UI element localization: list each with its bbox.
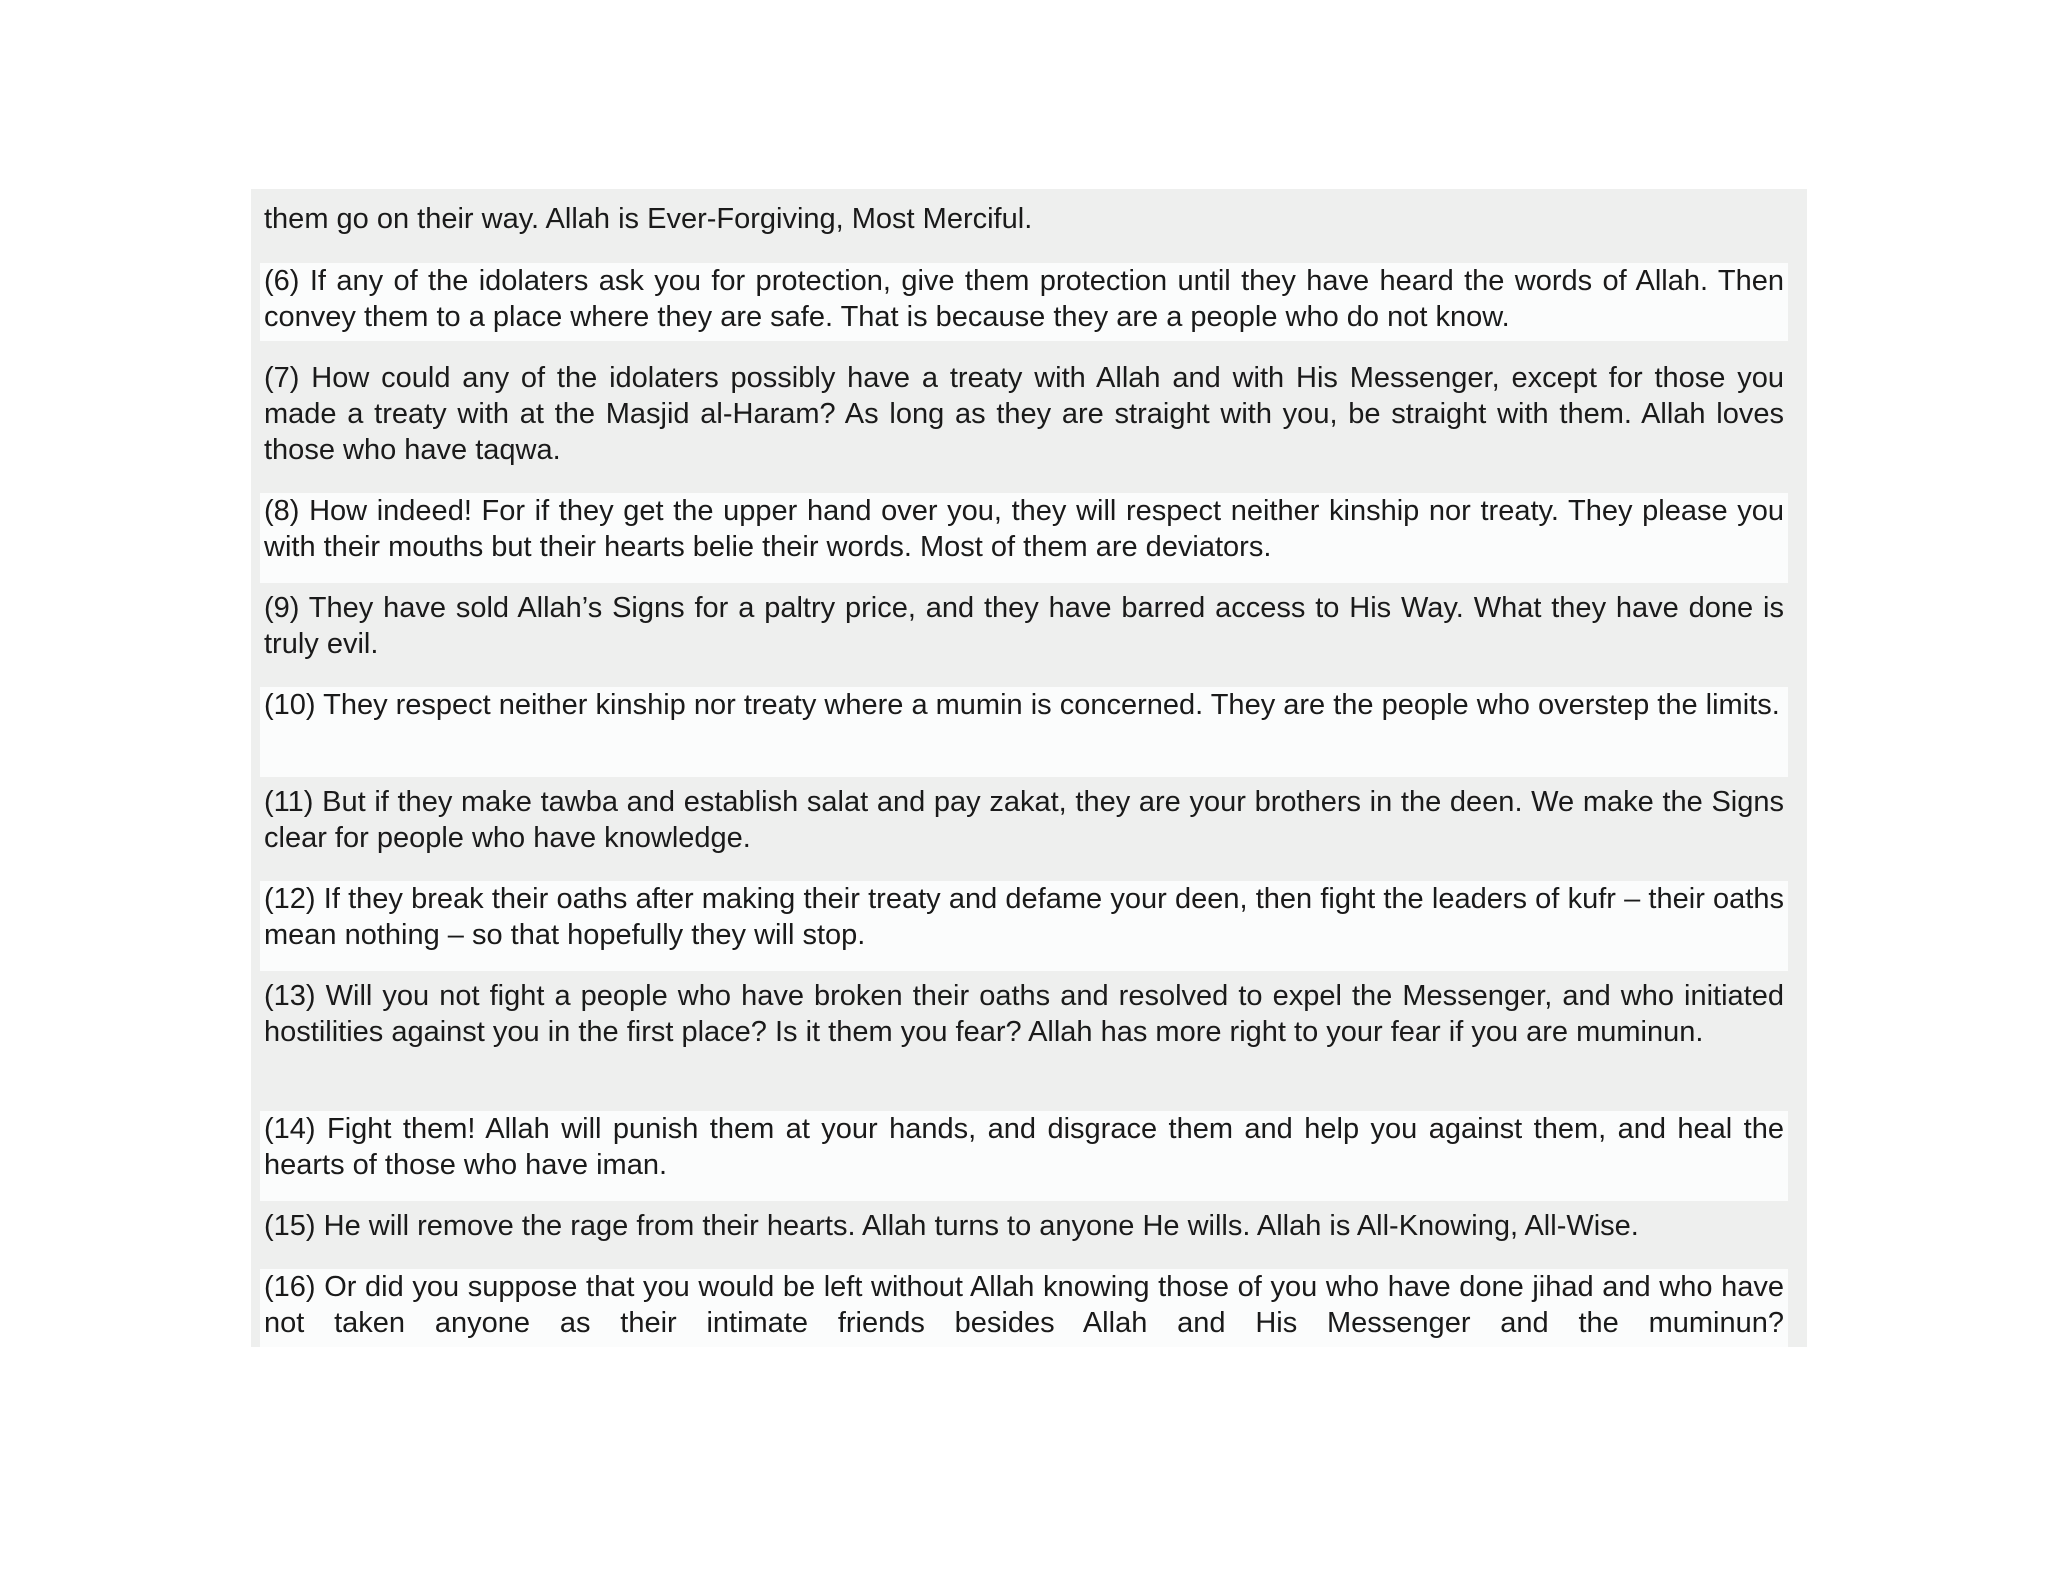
verse-paragraph: (7) How could any of the idolaters possibly have a treaty with Allah and with His Messenger, except for those you made a treaty with at the Masjid al-Haram? As long as they are straight with you, be straight with them. Allah loves those who have taqwa. (264, 362, 1784, 466)
text-block (251, 189, 1807, 1347)
verse-paragraph: (9) They have sold Allah’s Signs for a paltry price, and they have barred access to His Way. What they have done is truly evil. (264, 592, 1784, 660)
verse-paragraph: (12) If they break their oaths after making their treaty and defame your deen, then fight the leaders of kufr – their oaths mean nothing – so that hopefully they will stop. (260, 881, 1788, 971)
verse-paragraph: them go on their way. Allah is Ever-Forgiving, Most Merciful. (264, 203, 1033, 235)
verse-paragraph: (8) How indeed! For if they get the upper hand over you, they will respect neither kinship nor treaty. They please you with their mouths but their hearts belie their words. Most of them are deviators. (260, 493, 1788, 583)
verse-paragraph: (15) He will remove the rage from their hearts. Allah turns to anyone He wills. Allah is All-Knowing, All-Wise. (264, 1210, 1639, 1242)
verse-paragraph: (13) Will you not fight a people who have broken their oaths and resolved to expel the Messenger, and who initiated hostilities against you in the first place? Is it them you fear? Allah has more right to your fear if you are muminun. (264, 980, 1784, 1048)
verse-paragraph: (16) Or did you suppose that you would be left without Allah knowing those of you who have done jihad and who have not taken anyone as their intimate friends besides Allah and His Messenger and the muminun? (260, 1269, 1788, 1347)
verse-paragraph: (11) But if they make tawba and establish salat and pay zakat, they are your brothers in the deen. We make the Signs clear for people who have knowledge. (264, 786, 1784, 854)
verse-paragraph: (6) If any of the idolaters ask you for protection, give them protection until they have heard the words of Allah. Then convey them to a place where they are safe. That is because they are a people who do not know. (260, 263, 1788, 341)
verse-paragraph: (10) They respect neither kinship nor treaty where a mumin is concerned. They are the people who overstep the limits. (260, 687, 1788, 777)
verse-paragraph: (14) Fight them! Allah will punish them at your hands, and disgrace them and help you against them, and heal the hearts of those who have iman. (260, 1111, 1788, 1201)
